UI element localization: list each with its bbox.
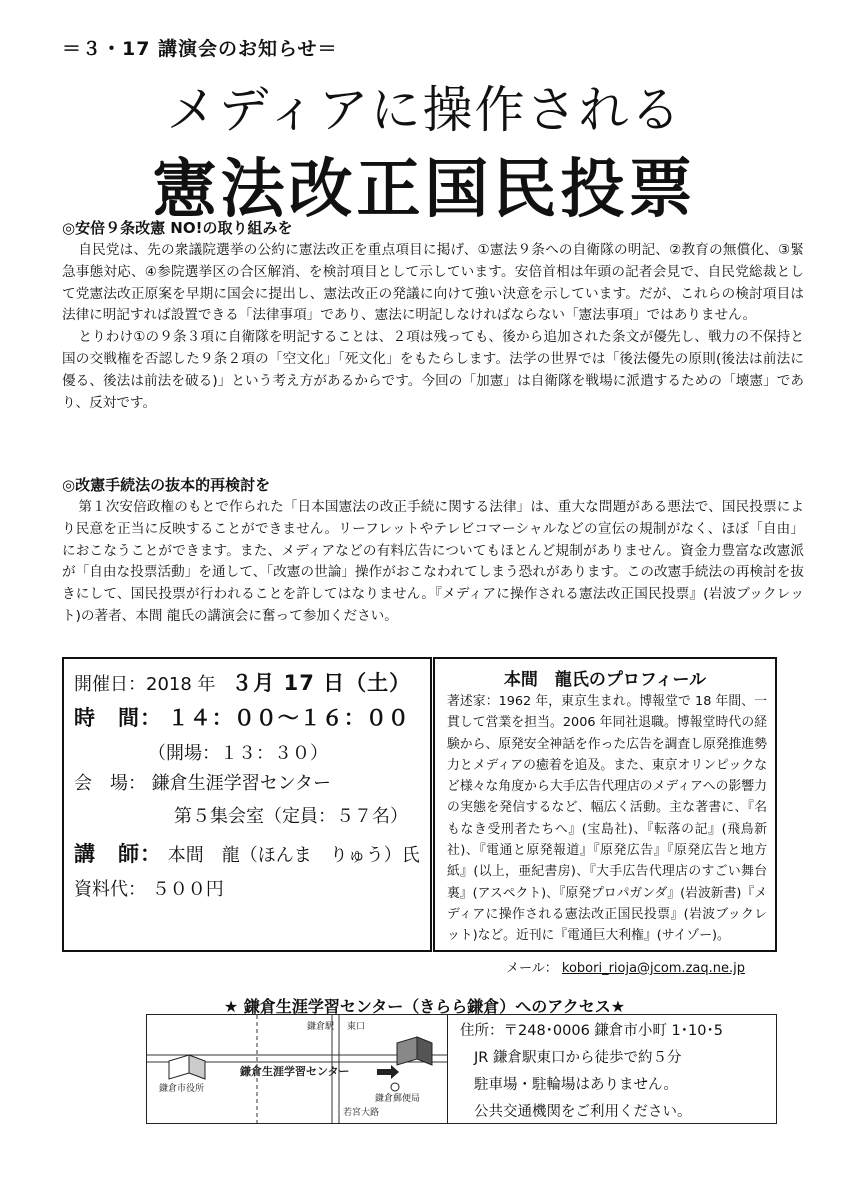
section1-paragraph-2: とりわけ①の９条３項に自衛隊を明記することは、２項は残っても、後から追加された条文が優先し、戦力の不保持と国の交戦権を否認した９条２項の「空文化」「死文化」をもたらします。法学の世界では「後法優先の原則(後法は前法に優る、後法は前法を破る)」という考え方があるからです。今回の「加憲」は自衛隊を戦場に派遣するための「壊憲」であり、反対です。: [62, 329, 804, 411]
access-line-3: 公共交通機関をご利用ください。: [474, 1104, 692, 1120]
profile-box: [433, 657, 777, 952]
section1-paragraph-1: 自民党は、先の衆議院選挙の公約に憲法改正を重点項目に掲げ、①憲法９条への自衛隊の明記、②教育の無償化、③緊急事態対応、④参院選挙区の合区解消、を検討項目として示しています。安倍首相は年頭の記者会見で、自民党総裁として党憲法改正原案を早期に国会に提出し、憲法改正の発議に向けて強い決意を示しています。だが、これらの検討項目は法律に明記すれば設置できる「法律事項」であり、憲法に明記しなければならない「憲法事項」ではありません。: [62, 242, 804, 324]
event-date: [74, 667, 411, 697]
map-label-post: 鎌倉郵便局: [375, 1094, 421, 1104]
email-link[interactable]: kobori_rioja@jcom.zaq.ne.jp: [561, 961, 745, 976]
map-label-station: 鎌倉駅: [307, 1022, 335, 1032]
access-map: [146, 1014, 448, 1124]
date-label: 開催日：2018 年: [74, 674, 216, 695]
map-label-dori: 若宮大路: [343, 1108, 380, 1118]
time-value: １４：００〜１６：００: [167, 706, 410, 730]
section1-body: [62, 240, 804, 414]
city-hall-icon: [169, 1055, 205, 1079]
email-label: メール：: [506, 961, 558, 976]
post-office-icon: [391, 1083, 399, 1091]
event-venue: [74, 769, 331, 795]
section1-heading: ◎安倍９条改憲 NO!の取り組みを: [62, 219, 293, 237]
event-time: [74, 702, 410, 732]
profile-body: 著述家：1962 年，東京生まれ。博報堂で 18 年間、一貫して営業を担当。2006 年同社退職。博報堂時代の経験から、原発安全神話を作った広告を調査し原発推進勢力とメディアの癒着を追及。また、東京オリンピックなど様々な角度から大手広告代理店のメディアへの影響力の実態を発信するなど、幅広く活動。主な著書に、『名もなき受刑者たちへ』(宝島社)、『転落の記』(飛鳥新社)、『電通と原発報道』『原発広告』『原発広告と地方紙』(以上，亜紀書房)、『大手広告代理店のすごい舞台裏』(アスペクト)、『原発プロパガンダ』(岩波新書)『メディアに操作される憲法改正国民投票』(岩波ブックレット)など。近刊に『電通巨大利権』(サイゾー)。: [447, 694, 767, 944]
fee-label: 資料代：: [74, 879, 146, 900]
open-time: （開場：１３：３０）: [148, 743, 328, 764]
profile-title: 本間 龍氏のプロフィール: [503, 670, 707, 690]
venue-value: 鎌倉生涯学習センター: [151, 773, 332, 794]
map-label-center: 鎌倉生涯学習センター: [240, 1065, 350, 1078]
fee-value: ５００円: [151, 879, 224, 900]
date-value: ３月 17 日（土）: [231, 671, 412, 695]
access-line-2: 駐車場・駐輪場はありません。: [474, 1077, 678, 1093]
flyer-subtitle: メディアに操作される: [166, 81, 683, 139]
access-heading: ★ 鎌倉生涯学習センター（きらら鎌倉）へのアクセス★: [223, 997, 626, 1016]
lecturer-label: 講 師：: [74, 842, 162, 866]
time-label: 時 間：: [74, 706, 162, 730]
lecturer-value: 本間 龍（ほんま りゅう）氏: [167, 845, 420, 866]
section2-heading: ◎改憲手続法の抜本的再検討を: [62, 476, 271, 494]
section2-paragraph-1: 第１次安倍政権のもとで作られた「日本国憲法の改正手続に関する法律」は、重大な問題がある悪法で、国民投票により民意を正当に反映することができません。リーフレットやテレビコマーシャルなどの宣伝の規制がなく、ほぼ「自由」におこなうことができます。また、メディアなどの有料広告についてもほとんど規制がありません。資金力豊富な改憲派が「自由な投票活動」を通して、「改憲の世論」操作がおこなわれてしまう恐れがあります。この改憲手続法の再検討を抜きにして、国民投票が行われることを許してはなりません。『メディアに操作される憲法改正国民投票』(岩波ブックレット)の著者、本間 龍氏の講演会に奮って参加ください。: [62, 499, 804, 624]
center-building-icon: [397, 1037, 432, 1065]
event-notice: ＝３・17 講演会のお知らせ＝: [62, 38, 338, 60]
flyer-title: 憲法改正国民投票: [152, 153, 697, 227]
venue-label: 会 場：: [74, 773, 146, 794]
map-arrow-icon: [377, 1065, 399, 1079]
event-lecturer: [74, 838, 420, 868]
contact-email: [506, 957, 745, 976]
access-info: [448, 1014, 777, 1124]
map-drawing: [147, 1015, 447, 1123]
map-label-east: 東口: [347, 1022, 366, 1032]
section2-body: [62, 497, 804, 628]
map-label-city-hall: 鎌倉市役所: [159, 1084, 205, 1094]
venue-room: 第５集会室（定員：５７名）: [174, 806, 408, 827]
address-line: 住所：〒248･0006 鎌倉市小町 1･10･5: [460, 1023, 723, 1039]
event-info-box: [62, 657, 432, 952]
event-fee: [74, 875, 224, 901]
access-line-1: JR 鎌倉駅東口から徒歩で約５分: [474, 1050, 682, 1066]
